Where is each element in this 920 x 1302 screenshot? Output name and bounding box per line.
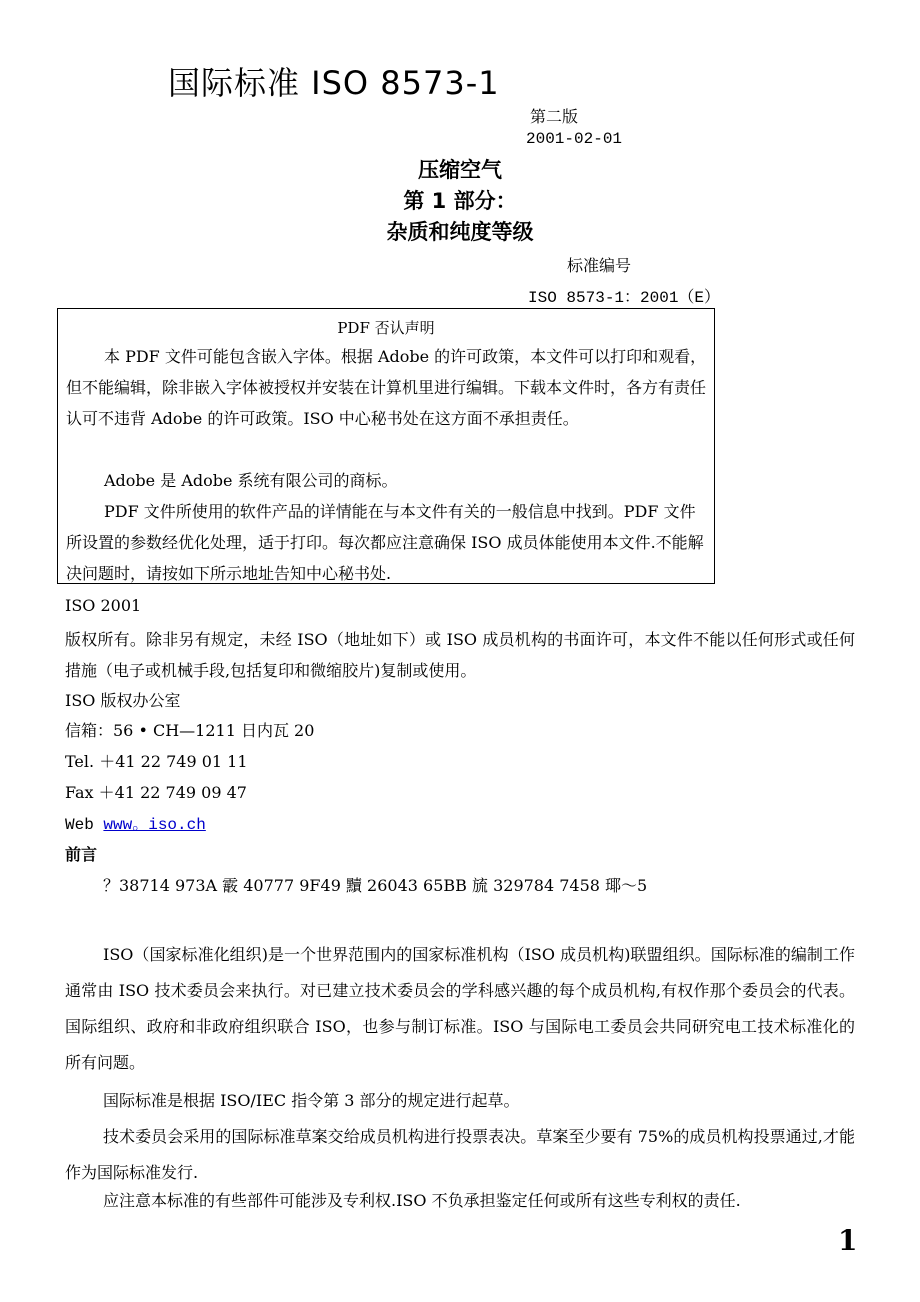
pdf-disclaimer-box (57, 308, 715, 584)
subtitle-line-2: 第 1 部分： (403, 189, 517, 213)
subtitle-line-1: 压缩空气 (418, 158, 502, 182)
website-label: Web (65, 816, 104, 834)
foreword-paragraph-4: 应注意本标准的有些部件可能涉及专利权.ISO 不负承担鉴定任何或所有这些专利权的责任. (103, 1191, 741, 1210)
document-title: 国际标准 ISO 8573-1 (168, 64, 500, 102)
disclaimer-paragraph-1: 本 PDF 文件可能包含嵌入字体。根据 Adobe 的许可政策，本文件可以打印和观看，但不能编辑，除非嵌入字体被授权并安装在计算机里进行编辑。下载本文件时，各方有责任认可不违背 Adobe 的许可政策。ISO 中心秘书处在这方面不承担责任。 (66, 347, 707, 428)
disclaimer-title: PDF 否认声明 (337, 319, 435, 337)
fax-number: Fax ＋41 22 749 09 47 (65, 783, 247, 802)
website-link[interactable]: www。iso.ch (103, 816, 206, 834)
standard-number: ISO 8573-1：2001（E） (528, 289, 721, 307)
foreword-code-line: ？38714 973A 霰 40777 9F49 黷 26043 65BB 旈 329784 7458 瑘～5 (103, 876, 648, 895)
disclaimer-paragraph-2: Adobe 是 Adobe 系统有限公司的商标。 (104, 471, 398, 490)
publication-date: 2001-02-01 (526, 130, 623, 148)
foreword-heading: 前言 (65, 845, 98, 864)
edition-label: 第二版 (530, 107, 579, 126)
mailbox-address: 信箱：56 • CH—1211 日内瓦 20 (65, 721, 315, 740)
telephone-number: Tel. ＋41 22 749 01 11 (65, 752, 248, 771)
page-number: 1 (838, 1224, 858, 1257)
standard-number-label: 标准编号 (567, 256, 632, 275)
subtitle-line-3: 杂质和纯度等级 (386, 220, 534, 244)
copyright-year: ISO 2001 (65, 596, 142, 615)
disclaimer-paragraph-3: PDF 文件所使用的软件产品的详情能在与本文件有关的一般信息中找到。PDF 文件所设置的参数经优化处理，适于打印。每次都应注意确保 ISO 成员体能使用本文件.不能解决问题时，请按如下所示地址告知中心秘书处. (66, 502, 704, 583)
website-line (65, 811, 206, 834)
foreword-paragraph-3: 技术委员会采用的国际标准草案交给成员机构进行投票表决。草案至少要有 75%的成员机构投票通过,才能作为国际标准发行. (65, 1127, 855, 1182)
foreword-paragraph-2: 国际标准是根据 ISO/IEC 指令第 3 部分的规定进行起草。 (103, 1091, 520, 1110)
copyright-office: ISO 版权办公室 (65, 691, 181, 710)
foreword-paragraph-1: ISO（国家标准化组织)是一个世界范围内的国家标准机构（ISO 成员机构)联盟组织。国际标准的编制工作通常由 ISO 技术委员会来执行。对已建立技术委员会的学科感兴趣的每个成员机构,有权作那个委员会的代表。国际组织、政府和非政府组织联合 ISO，也参与制订标准。ISO 与国际电工委员会共同研究电工技术标准化的所有问题。 (65, 945, 855, 1072)
copyright-text: 版权所有。除非另有规定，未经 ISO（地址如下）或 ISO 成员机构的书面许可，本文件不能以任何形式或任何措施（电子或机械手段,包括复印和微缩胶片)复制或使用。 (65, 630, 855, 680)
